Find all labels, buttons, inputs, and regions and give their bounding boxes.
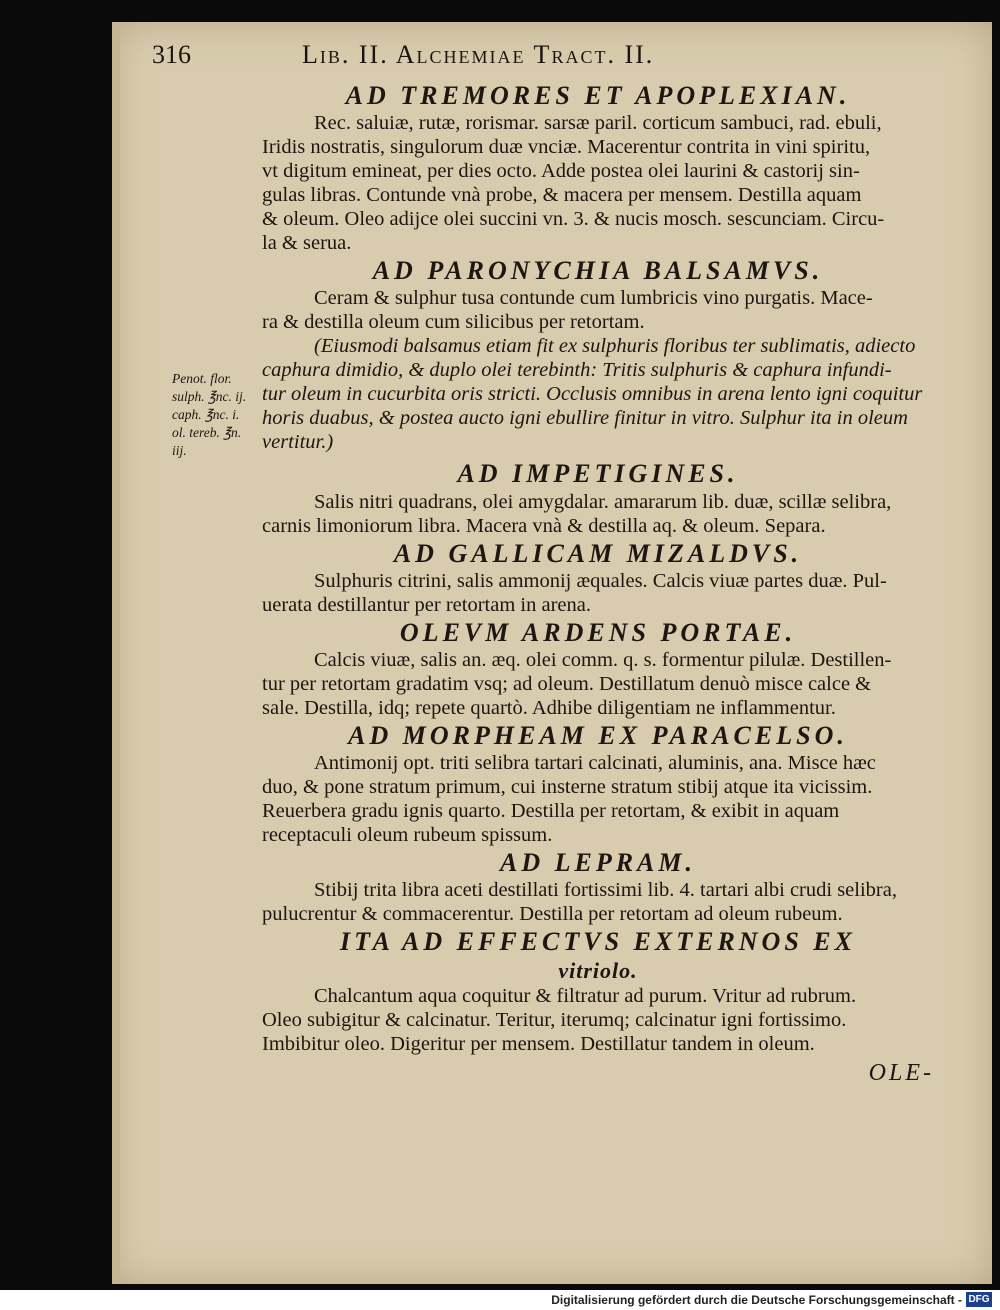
text-line: tur oleum in cucurbita oris stricti. Occlusis omnibus in arena lento igni coquitur [262, 383, 923, 406]
recipe-heading: AD PARONYCHIA BALSAMVS. [372, 256, 824, 286]
recipe-heading: AD IMPETIGINES. [457, 459, 739, 489]
text-line: pulucrentur & commacerentur. Destilla per retortam ad oleum rubeum. [262, 903, 843, 926]
text-line: Stibij trita libra aceti destillati fortissimi lib. 4. tartari albi crudi selibra, [314, 879, 897, 902]
text-line: Chalcantum aqua coquitur & filtratur ad purum. Vritur ad rubrum. [314, 984, 857, 1007]
text-line: la & serua. [262, 232, 352, 255]
margin-note-line: Penot. flor. [172, 371, 232, 386]
dfg-logo-icon: DFG [966, 1292, 992, 1307]
text-line: & oleum. Oleo adijce olei succini vn. 3. & nucis mosch. sescunciam. Circu- [262, 208, 885, 231]
recipe-note [262, 334, 934, 454]
text-line: gulas libras. Contunde vnà probe, & macera per mensem. Destilla aquam [262, 184, 862, 207]
text-line: Reuerbera gradu ignis quarto. Destilla per retortam, & exibit in aquam [262, 800, 840, 823]
recipe-paragraph [262, 490, 934, 538]
recipe-heading: AD GALLICAM MIZALDVS. [393, 538, 803, 568]
page-number: 316 [152, 40, 191, 69]
text-line: Rec. saluiæ, rutæ, rorismar. sarsæ paril. corticum sambuci, rad. ebuli, [314, 112, 882, 135]
text-line: ra & destilla oleum cum silicibus per retortam. [262, 311, 645, 334]
running-header [152, 40, 792, 76]
running-title: Lib. II. Alchemiae Tract. II. [302, 40, 655, 69]
recipe-paragraph [262, 111, 934, 255]
text-line: sale. Destilla, idq; repete quartò. Adhibe diligentiam ne inflammentur. [262, 696, 836, 719]
recipe-paragraph [262, 648, 934, 720]
text-line: carnis limoniorum libra. Macera vnà & destilla aq. & oleum. Separa. [262, 514, 826, 537]
text-line: horis duabus, & postea aucto igni ebullire finitur in vitro. Sulphur ita in oleum [262, 407, 908, 430]
text-line: receptaculi oleum rubeum spissum. [262, 824, 553, 847]
text-line: caphura dimidio, & duplo olei terebinth: Tritis sulphuris & caphura infundi- [262, 359, 892, 382]
recipe-heading: OLEVM ARDENS PORTAE. [399, 617, 797, 647]
text-line: Sulphuris citrini, salis ammonij æquales. Calcis viuæ partes duæ. Pul- [314, 569, 887, 592]
margin-note-line: ol. tereb. ℥n. [172, 425, 242, 440]
text-line: vertitur.) [262, 431, 334, 454]
recipe-paragraph [262, 569, 934, 617]
recipe-heading: ITA AD EFFECTVS EXTERNOS EX [340, 927, 856, 957]
margin-note-line: caph. ℥nc. i. [172, 407, 240, 422]
recipe-heading: AD TREMORES ET APOPLEXIAN. [345, 81, 851, 110]
text-line: Salis nitri quadrans, olei amygdalar. amararum lib. duæ, scillæ selibra, [314, 490, 892, 513]
recipe-paragraph [262, 984, 934, 1056]
text-line: Imbibitur oleo. Digeritur per mensem. Destillatur tandem in oleum. [262, 1032, 815, 1055]
recipe-paragraph [262, 878, 934, 926]
text-line: Antimonij opt. triti selibra tartari calcinati, aluminis, ana. Misce hæc [314, 752, 876, 775]
catchword: OLE- [868, 1059, 934, 1086]
margin-note-line: sulph. ℥nc. ij. [172, 389, 247, 404]
digitization-footer [0, 1290, 1000, 1310]
page-gutter-edge [112, 22, 120, 1284]
margin-note-line: iij. [172, 443, 187, 458]
recipe-heading: AD LEPRAM. [499, 848, 697, 878]
recipe-subheading: vitriolo. [558, 957, 638, 983]
recipe-heading: AD MORPHEAM EX PARACELSO. [348, 720, 848, 750]
text-line: Calcis viuæ, salis an. æq. olei comm. q. s. formentur pilulæ. Destillen- [314, 648, 892, 671]
recipe-paragraph [262, 751, 934, 847]
footer-credit: Digitalisierung gefördert durch die Deutsche Forschungsgemeinschaft - [551, 1293, 962, 1307]
main-text [262, 80, 934, 1087]
text-line: Iridis nostratis, singulorum duæ vnciæ. Macerentur contrita in vini spiritu, [262, 136, 871, 159]
recipe-paragraph [262, 286, 934, 334]
text-line: tur per retortam gradatim vsq; ad oleum. Destillatum denuò misce calce & [262, 672, 872, 695]
text-line: duo, & pone stratum primum, cui insterne stratum stibij atque ita vicissim. [262, 776, 873, 799]
text-line: (Eiusmodi balsamus etiam fit ex sulphuris floribus ter sublimatis, adiecto [314, 335, 916, 358]
margin-note [172, 370, 260, 460]
text-line: Ceram & sulphur tusa contunde cum lumbricis vino purgatis. Mace- [314, 287, 873, 310]
text-line: Oleo subigitur & calcinatur. Teritur, iterumq; calcinatur igni fortissimo. [262, 1008, 847, 1031]
text-line: vt digitum emineat, per dies octo. Adde postea olei laurini & castorij sin- [262, 160, 860, 183]
text-line: uerata destillantur per retortam in arena. [262, 593, 591, 616]
